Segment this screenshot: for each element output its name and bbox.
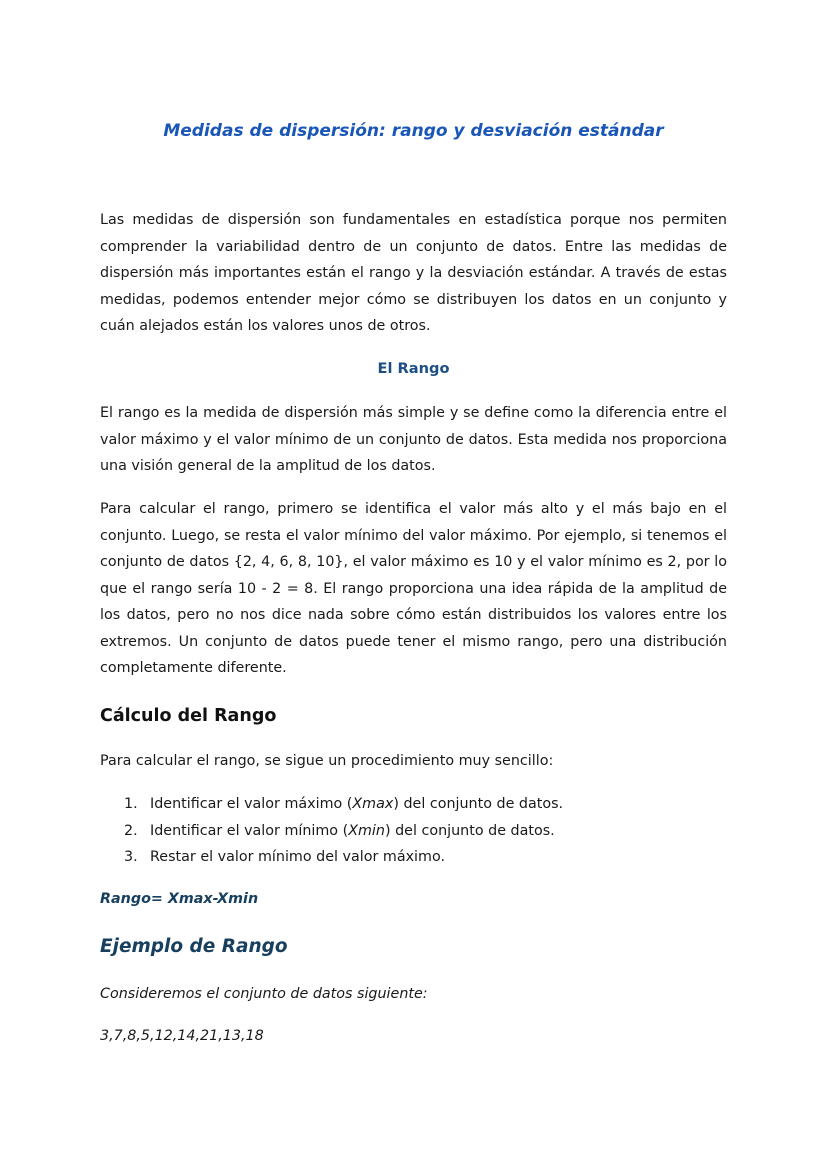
list-item-number: 2. <box>124 822 138 839</box>
list-item-number: 1. <box>124 796 138 812</box>
rango-formula: Rango= Xmax-Xmin <box>100 891 259 907</box>
list-item-variable: Xmin <box>348 822 385 839</box>
section-heading-rango: El Rango <box>377 360 450 377</box>
list-item-text: Identificar el valor mínimo ( <box>150 822 349 839</box>
list-item-number: 3. <box>124 849 138 865</box>
ejemplo-intro-paragraph: Consideremos el conjunto de datos siguiente: <box>100 986 428 1002</box>
calculo-steps-list <box>100 791 727 871</box>
ejemplo-heading: Ejemplo de Rango <box>100 936 288 957</box>
document-title: Medidas de dispersión: rango y desviación estándar <box>163 121 664 141</box>
list-item-text: Restar el valor mínimo del valor máximo. <box>150 849 445 865</box>
list-item-text: ) del conjunto de datos. <box>393 796 564 812</box>
rango-example-paragraph: Para calcular el rango, primero se identifica el valor más alto y el más bajo en el conjunto. Luego, se resta el valor mínimo del valor máximo. Por ejemplo, si tenemos el conjunto de datos {2, 4, 6, 8, 10}, el valor máximo es 10 y el valor mínimo es 2, por lo que el rango sería 10 - 2 = 8. El rango proporciona una idea rápida de la amplitud de los datos, pero no nos dice nada sobre cómo están distribuidos los valores entre los extremos. Un conjunto de datos puede tener el mismo rango, pero una distribución completamente diferente. <box>100 501 727 676</box>
list-item <box>100 818 727 845</box>
intro-paragraph: Las medidas de dispersión son fundamentales en estadística porque nos permiten comprender la variabilidad dentro de un conjunto de datos. Entre las medidas de dispersión más importantes están el rango y la desviación estándar. A través de estas medidas, podemos entender mejor cómo se distribuyen los datos en un conjunto y cuán alejados están los valores unos de otros. <box>100 212 727 334</box>
calculo-intro-paragraph: Para calcular el rango, se sigue un procedimiento muy sencillo: <box>100 753 554 769</box>
list-item <box>100 791 727 818</box>
list-item <box>100 844 727 871</box>
list-item-text: Identificar el valor máximo ( <box>150 796 353 812</box>
rango-definition-paragraph: El rango es la medida de dispersión más simple y se define como la diferencia entre el valor máximo y el valor mínimo de un conjunto de datos. Esta medida nos proporciona una visión general de la amplitud de los datos. <box>100 405 727 474</box>
calculo-heading: Cálculo del Rango <box>100 706 277 726</box>
list-item-variable: Xmax <box>352 796 394 812</box>
list-item-text: ) del conjunto de datos. <box>384 822 555 839</box>
ejemplo-data-set: 3,7,8,5,12,14,21,13,18 <box>100 1028 264 1044</box>
